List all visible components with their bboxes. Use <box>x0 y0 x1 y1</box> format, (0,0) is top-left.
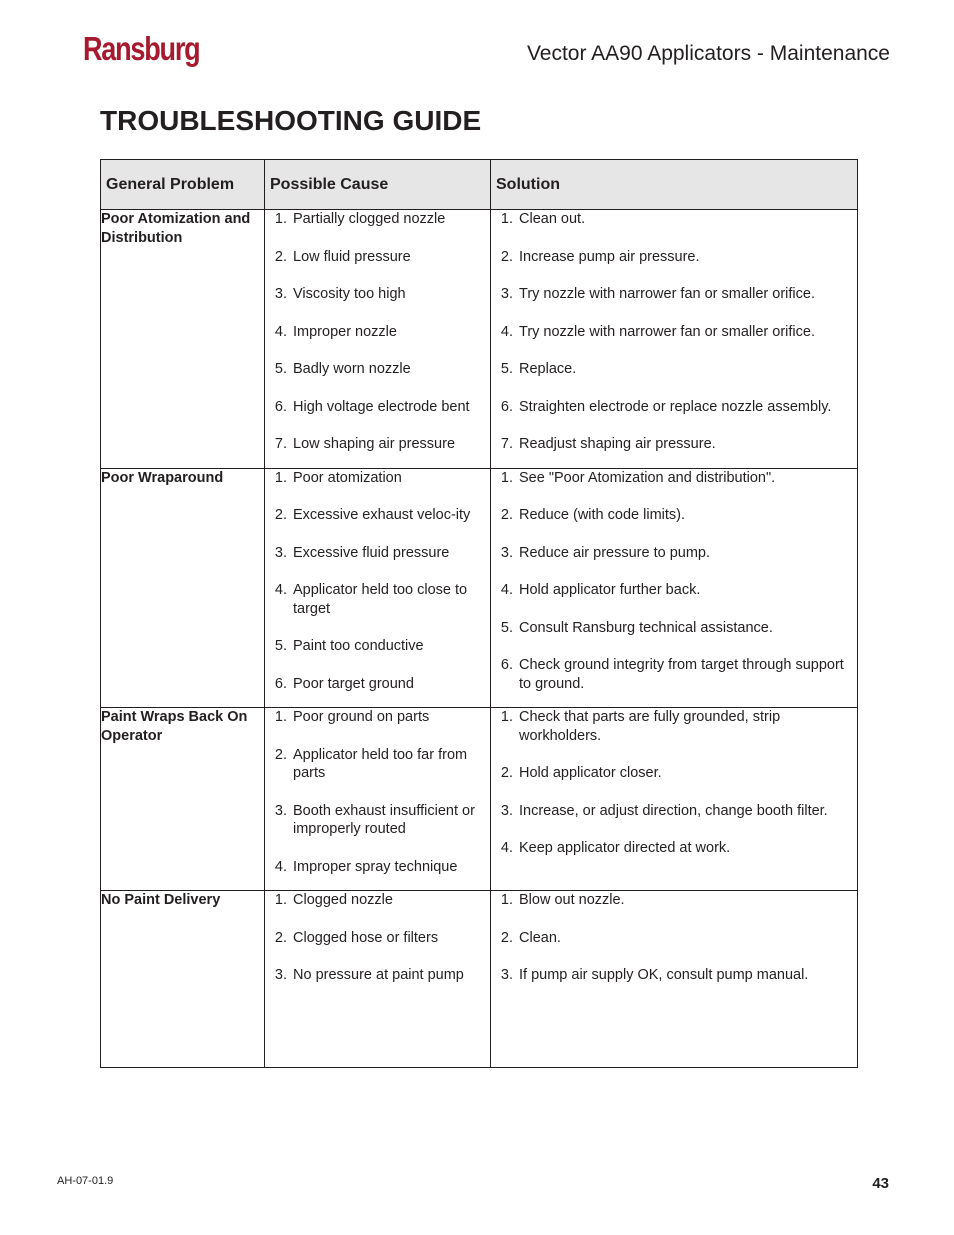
list-item <box>265 544 490 563</box>
item-number: 3. <box>274 967 287 983</box>
item-number: 4. <box>274 582 287 598</box>
list-item <box>265 506 490 525</box>
general-problem-cell: Paint Wraps Back On Operator <box>101 708 265 891</box>
list-item <box>265 469 490 488</box>
cause-text: Low fluid pressure <box>293 248 411 265</box>
solution-text: Reduce (with code limits). <box>519 507 685 523</box>
list-item <box>491 469 857 488</box>
solution-text: Hold applicator closer. <box>519 765 662 781</box>
cause-text: Improper spray technique <box>293 858 458 875</box>
item-number: 3. <box>274 544 287 561</box>
solution-cell <box>491 708 858 891</box>
solution-list <box>491 469 857 694</box>
item-number: 3. <box>500 802 513 819</box>
item-number: 7. <box>274 436 287 452</box>
list-item <box>491 323 857 342</box>
cause-text: Improper nozzle <box>293 323 397 340</box>
cause-text: Applicator held too close to target <box>293 582 468 617</box>
list-item <box>265 398 490 417</box>
item-number: 2. <box>500 248 513 265</box>
item-number: 1. <box>500 892 513 908</box>
cause-text: Viscosity too high <box>293 286 406 302</box>
table-row <box>101 468 858 708</box>
item-number: 3. <box>500 286 513 302</box>
header-solution: Solution <box>491 160 858 210</box>
solution-text: Check that parts are fully grounded, strip workholders. <box>519 709 781 744</box>
list-item <box>491 708 857 745</box>
item-number: 6. <box>500 398 513 415</box>
item-number: 1. <box>500 709 513 725</box>
item-number: 3. <box>274 802 287 819</box>
solution-cell <box>491 210 858 469</box>
cause-list <box>265 210 490 454</box>
item-number: 6. <box>274 398 287 415</box>
list-item <box>491 544 857 563</box>
item-number: 1. <box>500 469 513 486</box>
item-number: 5. <box>274 638 287 654</box>
list-item <box>491 398 857 417</box>
item-number: 1. <box>274 211 287 227</box>
item-number: 2. <box>274 929 287 946</box>
cause-text: Poor atomization <box>293 469 402 486</box>
header-general-problem: General Problem <box>101 160 265 210</box>
possible-cause-cell <box>265 891 491 1068</box>
list-item <box>265 581 490 618</box>
list-item <box>265 435 490 454</box>
item-number: 2. <box>274 248 287 265</box>
solution-text: Check ground integrity from target through support to ground. <box>519 657 844 692</box>
item-number: 4. <box>500 582 513 598</box>
list-item <box>265 360 490 379</box>
item-number: 2. <box>500 929 513 946</box>
solution-cell <box>491 468 858 708</box>
list-item <box>491 360 857 379</box>
list-item <box>265 891 490 910</box>
list-item <box>491 929 857 948</box>
cause-text: No pressure at paint pump <box>293 967 464 983</box>
solution-text: See "Poor Atomization and distribution". <box>519 469 776 486</box>
list-item <box>491 435 857 454</box>
table-row <box>101 210 858 469</box>
list-item <box>265 858 490 877</box>
item-number: 3. <box>500 967 513 983</box>
item-number: 7. <box>500 436 513 452</box>
list-item <box>491 581 857 600</box>
item-number: 4. <box>274 323 287 340</box>
item-number: 2. <box>274 746 287 763</box>
list-item <box>265 210 490 229</box>
cause-list <box>265 891 490 985</box>
item-number: 3. <box>500 544 513 561</box>
solution-text: Consult Ransburg technical assistance. <box>519 619 773 636</box>
item-number: 1. <box>500 211 513 227</box>
list-item <box>491 656 857 693</box>
item-number: 4. <box>500 840 513 856</box>
item-number: 2. <box>500 765 513 781</box>
item-number: 5. <box>500 619 513 636</box>
general-problem-cell: Poor Atomization and Distribution <box>101 210 265 469</box>
cause-text: Poor ground on parts <box>293 709 430 725</box>
cause-text: Poor target ground <box>293 675 414 692</box>
list-item <box>265 637 490 656</box>
list-item <box>491 764 857 783</box>
solution-cell <box>491 891 858 1068</box>
item-number: 4. <box>500 323 513 340</box>
item-number: 5. <box>274 361 287 377</box>
list-item <box>265 285 490 304</box>
list-item <box>491 966 857 985</box>
solution-text: Increase, or adjust direction, change booth filter. <box>519 802 828 819</box>
list-item <box>265 966 490 985</box>
list-item <box>265 323 490 342</box>
cause-text: Applicator held too far from parts <box>293 746 468 781</box>
cause-list <box>265 469 490 694</box>
list-item <box>491 506 857 525</box>
cause-text: Paint too conductive <box>293 638 424 654</box>
list-item <box>265 675 490 694</box>
item-number: 1. <box>274 709 287 725</box>
list-item <box>491 210 857 229</box>
cause-list <box>265 708 490 876</box>
cause-text: High voltage electrode bent <box>293 398 470 415</box>
list-item <box>491 891 857 910</box>
list-item <box>265 248 490 267</box>
cause-text: Partially clogged nozzle <box>293 211 446 227</box>
list-item <box>491 248 857 267</box>
general-problem-cell: Poor Wraparound <box>101 468 265 708</box>
list-item <box>265 746 490 783</box>
table-header-row <box>101 160 858 210</box>
solution-list <box>491 708 857 858</box>
cause-text: Clogged hose or filters <box>293 929 439 946</box>
solution-text: Straighten electrode or replace nozzle assembly. <box>519 398 832 415</box>
solution-text: Hold applicator further back. <box>519 582 701 598</box>
solution-text: Reduce air pressure to pump. <box>519 544 711 561</box>
cause-text: Clogged nozzle <box>293 892 393 908</box>
item-number: 3. <box>274 286 287 302</box>
document-header: Vector AA90 Applicators - Maintenance <box>526 42 890 65</box>
table-row <box>101 891 858 1068</box>
list-item <box>265 802 490 839</box>
solution-text: Increase pump air pressure. <box>519 248 700 265</box>
solution-list <box>491 891 857 985</box>
list-item <box>491 285 857 304</box>
solution-text: Keep applicator directed at work. <box>519 840 731 856</box>
possible-cause-cell <box>265 708 491 891</box>
item-number: 1. <box>274 892 287 908</box>
general-problem-cell: No Paint Delivery <box>101 891 265 1068</box>
solution-text: Try nozzle with narrower fan or smaller orifice. <box>519 286 815 302</box>
cause-text: Badly worn nozzle <box>293 361 411 377</box>
list-item <box>491 839 857 858</box>
page-title: TROUBLESHOOTING GUIDE <box>100 105 482 136</box>
solution-text: Clean out. <box>519 211 586 227</box>
cause-text: Excessive fluid pressure <box>293 544 450 561</box>
solution-text: If pump air supply OK, consult pump manual. <box>519 967 809 983</box>
list-item <box>265 929 490 948</box>
document-code: AH-07-01.9 <box>57 1175 114 1187</box>
item-number: 1. <box>274 469 287 486</box>
solution-text: Blow out nozzle. <box>519 892 625 908</box>
troubleshooting-table <box>100 159 858 1068</box>
cause-text: Excessive exhaust veloc-ity <box>293 507 471 523</box>
solution-list <box>491 210 857 454</box>
solution-text: Replace. <box>519 361 577 377</box>
item-number: 5. <box>500 361 513 377</box>
item-number: 6. <box>274 675 287 692</box>
cause-text: Low shaping air pressure <box>293 436 456 452</box>
item-number: 4. <box>274 858 287 875</box>
possible-cause-cell <box>265 210 491 469</box>
solution-text: Clean. <box>519 929 561 946</box>
solution-text: Readjust shaping air pressure. <box>519 436 716 452</box>
item-number: 2. <box>274 507 287 523</box>
possible-cause-cell <box>265 468 491 708</box>
ransburg-logo: Ransburg <box>83 30 200 67</box>
solution-text: Try nozzle with narrower fan or smaller orifice. <box>519 323 815 340</box>
header-possible-cause: Possible Cause <box>265 160 491 210</box>
list-item <box>491 619 857 638</box>
item-number: 6. <box>500 657 513 673</box>
cause-text: Booth exhaust insufficient or improperly routed <box>293 802 475 837</box>
list-item <box>265 708 490 727</box>
page-number: 43 <box>872 1175 889 1192</box>
item-number: 2. <box>500 507 513 523</box>
table-row <box>101 708 858 891</box>
list-item <box>491 802 857 821</box>
